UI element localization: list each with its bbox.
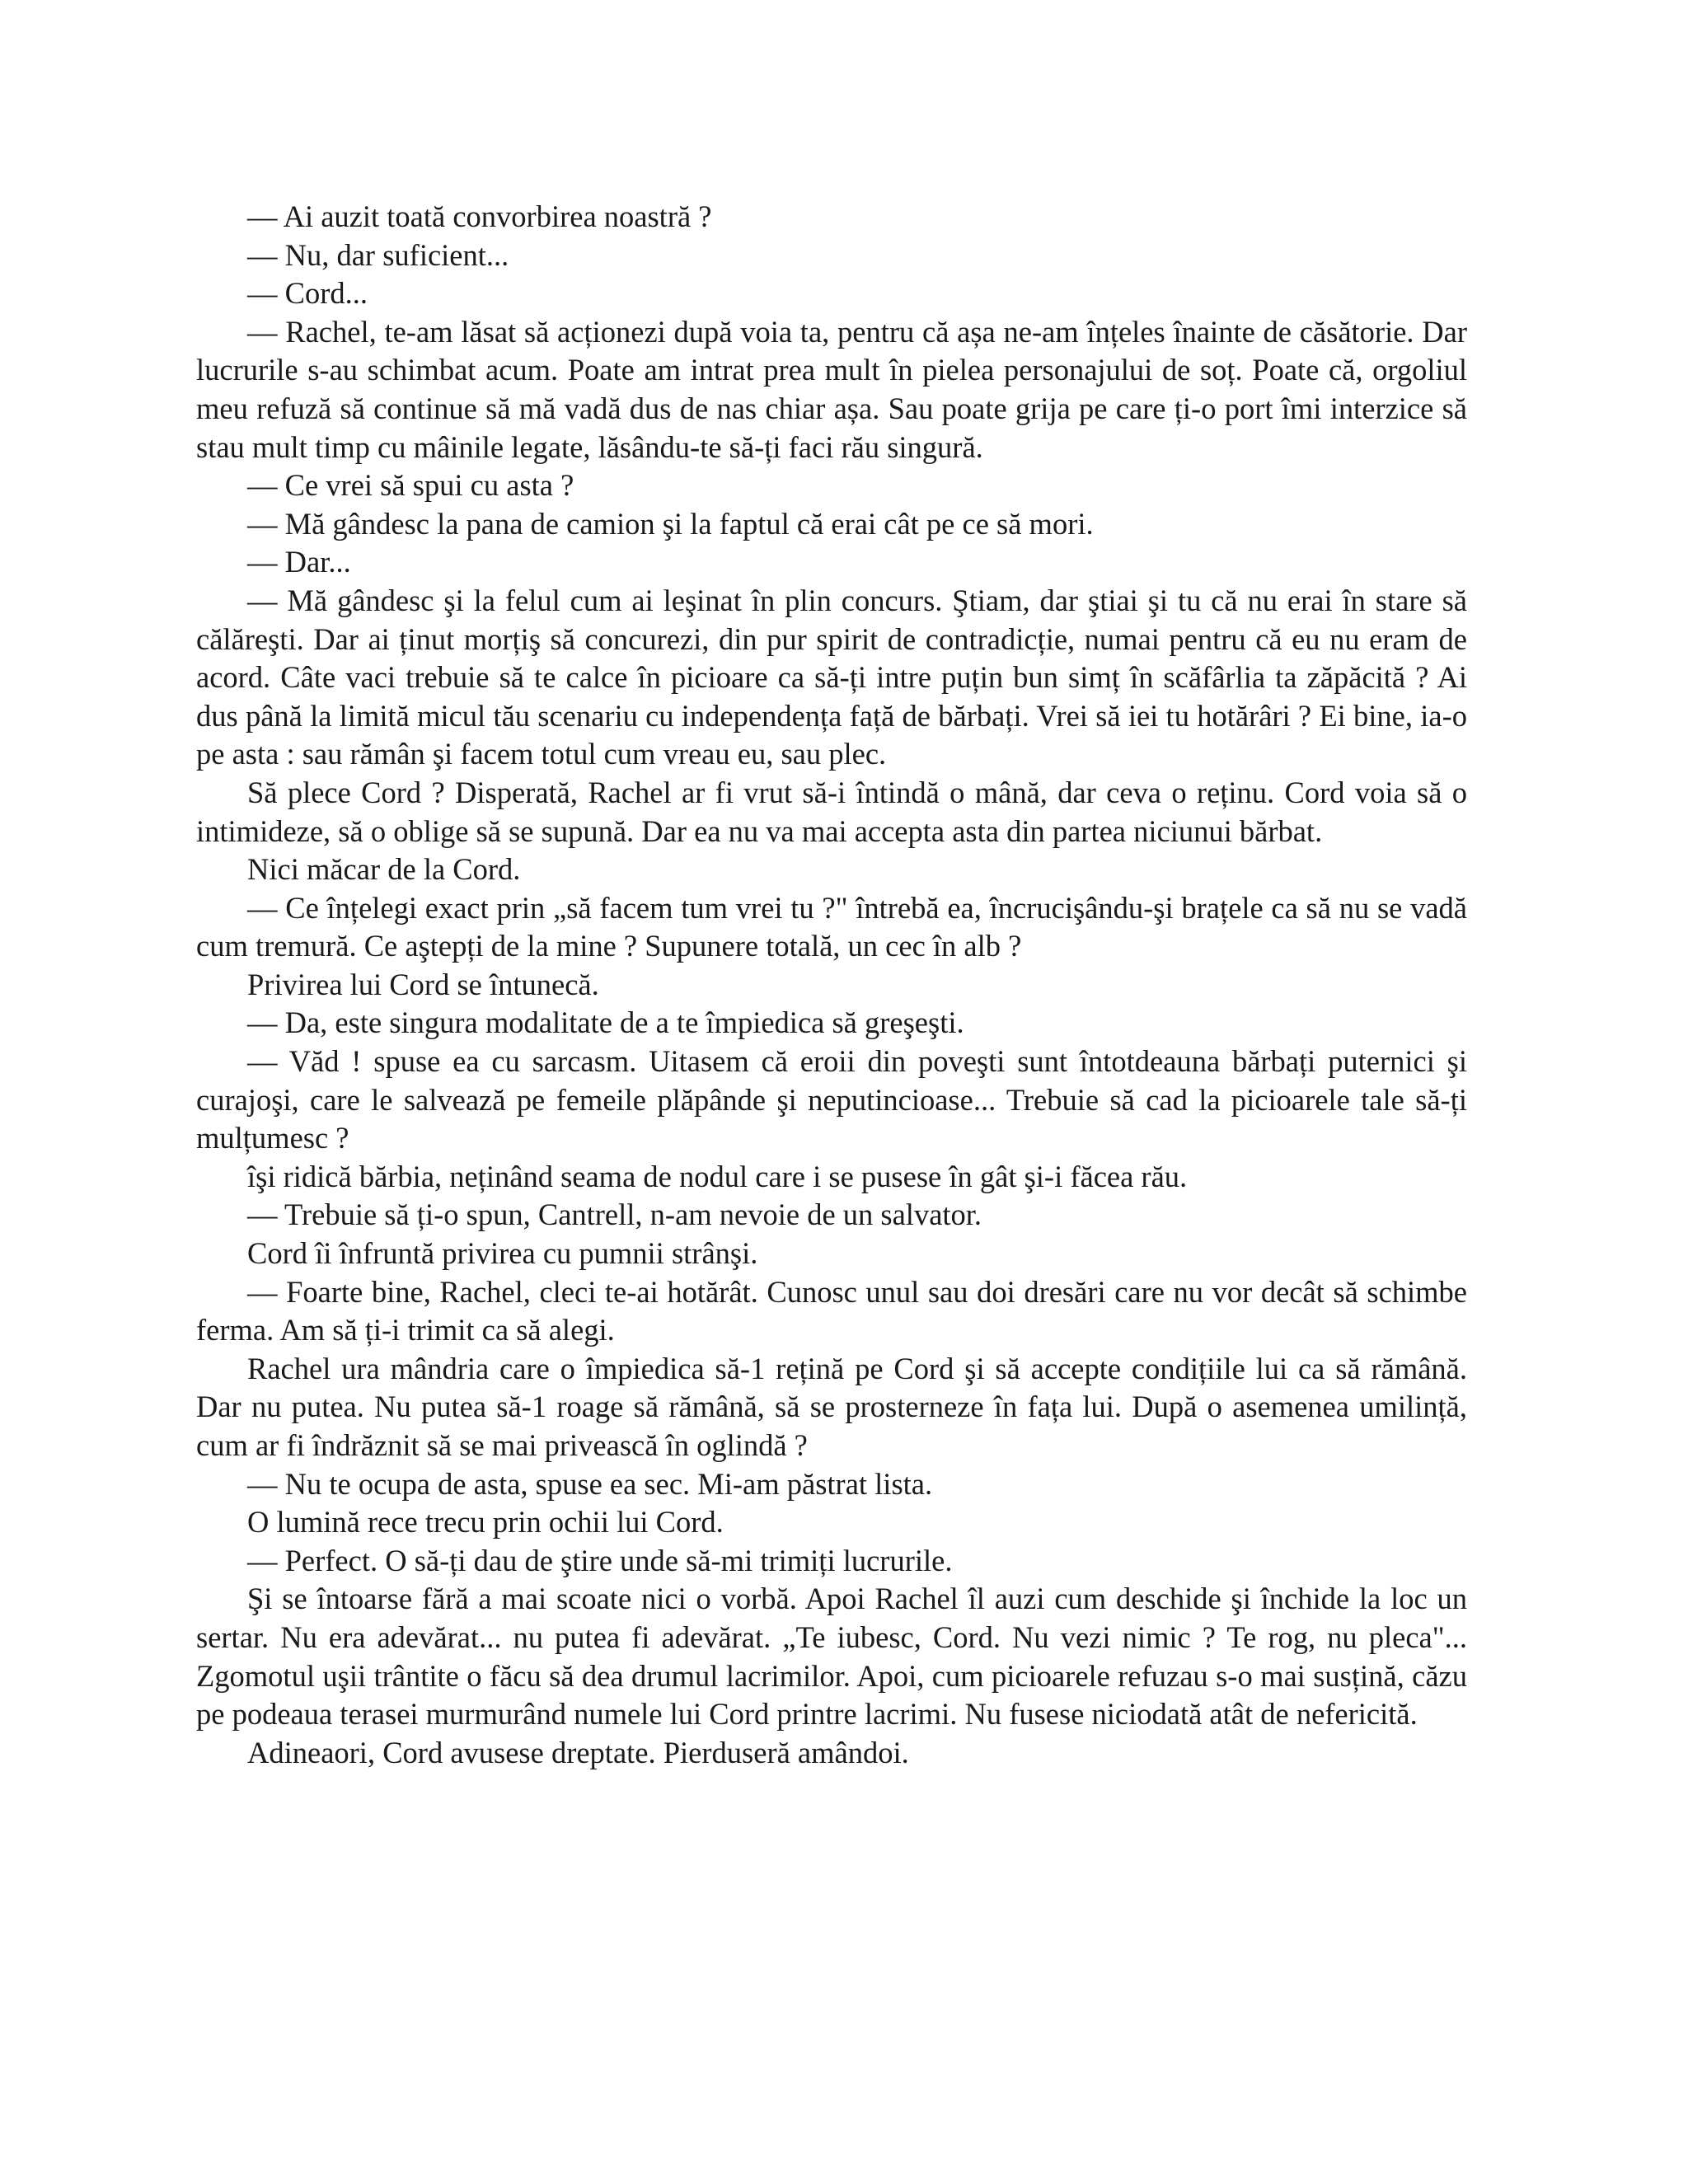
paragraph: Rachel ura mândria care o împiedica să-1 rețină pe Cord şi să accepte condițiile lui ca să rămână. Dar nu putea. Nu putea să-1 roage să rămână, să se prosterneze în fața lui. După o asemenea umilință, cum ar fi îndrăznit să se mai privească în oglindă ? xyxy=(196,1351,1467,1462)
paragraph: — Nu te ocupa de asta, spuse ea sec. Mi-am păstrat lista. xyxy=(247,1466,933,1501)
paragraph: — Ce înțelegi exact prin „să facem tum vrei tu ?" întrebă ea, încrucişându-şi brațele ca să nu se vadă cum tremură. Ce aştepți de la mine ? Supunere totală, un cec în alb ? xyxy=(196,890,1467,963)
paragraph: Cord îi înfruntă privirea cu pumnii strânşi. xyxy=(247,1236,758,1271)
paragraph: Privirea lui Cord se întunecă. xyxy=(247,967,599,1001)
paragraph: — Mă gândesc la pana de camion şi la faptul că erai cât pe ce să mori. xyxy=(247,506,1094,541)
paragraph: — Văd ! spuse ea cu sarcasm. Uitasem că eroii din poveşti sunt întotdeauna bărbați puternici şi curajoşi, care le salvează pe femeile plăpânde şi neputincioase... Trebuie să cad la picioarele tale să-ți mulțumesc ? xyxy=(196,1044,1467,1155)
paragraph: — Nu, dar suficient... xyxy=(247,237,509,272)
paragraph: — Dar... xyxy=(247,545,351,579)
paragraph: — Ai auzit toată convorbirea noastră ? xyxy=(247,199,712,233)
paragraph: — Da, este singura modalitate de a te împiedica să greşeşti. xyxy=(247,1005,964,1040)
paragraph: — Trebuie să ți-o spun, Cantrell, n-am nevoie de un salvator. xyxy=(247,1197,982,1232)
paragraph: — Rachel, te-am lăsat să acționezi după voia ta, pentru că așa ne-am înțeles înainte de căsătorie. Dar lucrurile s-au schimbat acum. Poate am intrat prea mult în pielea personajului de soț. Poate că, orgoliul meu refuză să continue să mă vadă dus de nas chiar așa. Sau poate grija pe care ți-o port îmi interzice să stau mult timp cu mâinile legate, lăsându-te să-ți faci rău singură. xyxy=(196,314,1467,464)
paragraph: — Foarte bine, Rachel, cleci te-ai hotărât. Cunosc unul sau doi dresări care nu vor decât să schimbe ferma. Am să ți-i trimit ca să alegi. xyxy=(196,1274,1467,1347)
paragraph: îşi ridică bărbia, neținând seama de nodul care i se pusese în gât şi-i făcea rău. xyxy=(247,1159,1188,1193)
paragraph: — Mă gândesc şi la felul cum ai leşinat în plin concurs. Ştiam, dar ştiai şi tu că nu erai în stare să călăreşti. Dar ai ținut morțiş să concurezi, din pur spirit de contradicție, numai pentru că eu nu eram de acord. Câte vaci trebuie să te calce în picioare ca să-ți intre puțin bun simț în scăfârlia ta zăpăcită ? Ai dus până la limită micul tău scenariu cu independența față de bărbați. Vrei să iei tu hotărâri ? Ei bine, ia-o pe asta : sau rămân şi facem totul cum vreau eu, sau plec. xyxy=(196,583,1467,771)
paragraph: Nici măcar de la Cord. xyxy=(247,852,521,887)
paragraph: O lumină rece trecu prin ochii lui Cord. xyxy=(247,1505,724,1540)
paragraph: Şi se întoarse fără a mai scoate nici o vorbă. Apoi Rachel îl auzi cum deschide şi închide la loc un sertar. Nu era adevărat... nu putea fi adevărat. „Te iubesc, Cord. Nu vezi nimic ? Te rog, nu pleca"... Zgomotul uşii trântite o făcu să dea drumul lacrimilor. Apoi, cum picioarele refuzau s-o mai susțină, căzu pe podeaua terasei murmurând numele lui Cord printre lacrimi. Nu fusese niciodată atât de nefericită. xyxy=(196,1582,1467,1732)
paragraph: — Cord... xyxy=(247,276,368,311)
paragraph: Să plece Cord ? Disperată, Rachel ar fi vrut să-i întindă o mână, dar ceva o reținu. Cord voia să o intimideze, să o oblige să se supună. Dar ea nu va mai accepta asta din partea niciunui bărbat. xyxy=(196,775,1467,848)
paragraph: Adineaori, Cord avusese dreptate. Pierduseră amândoi. xyxy=(247,1735,909,1769)
paragraph: — Perfect. O să-ți dau de ştire unde să-mi trimiți lucrurile. xyxy=(247,1543,953,1577)
body-text xyxy=(196,198,1467,1772)
paragraph: — Ce vrei să spui cu asta ? xyxy=(247,468,574,503)
